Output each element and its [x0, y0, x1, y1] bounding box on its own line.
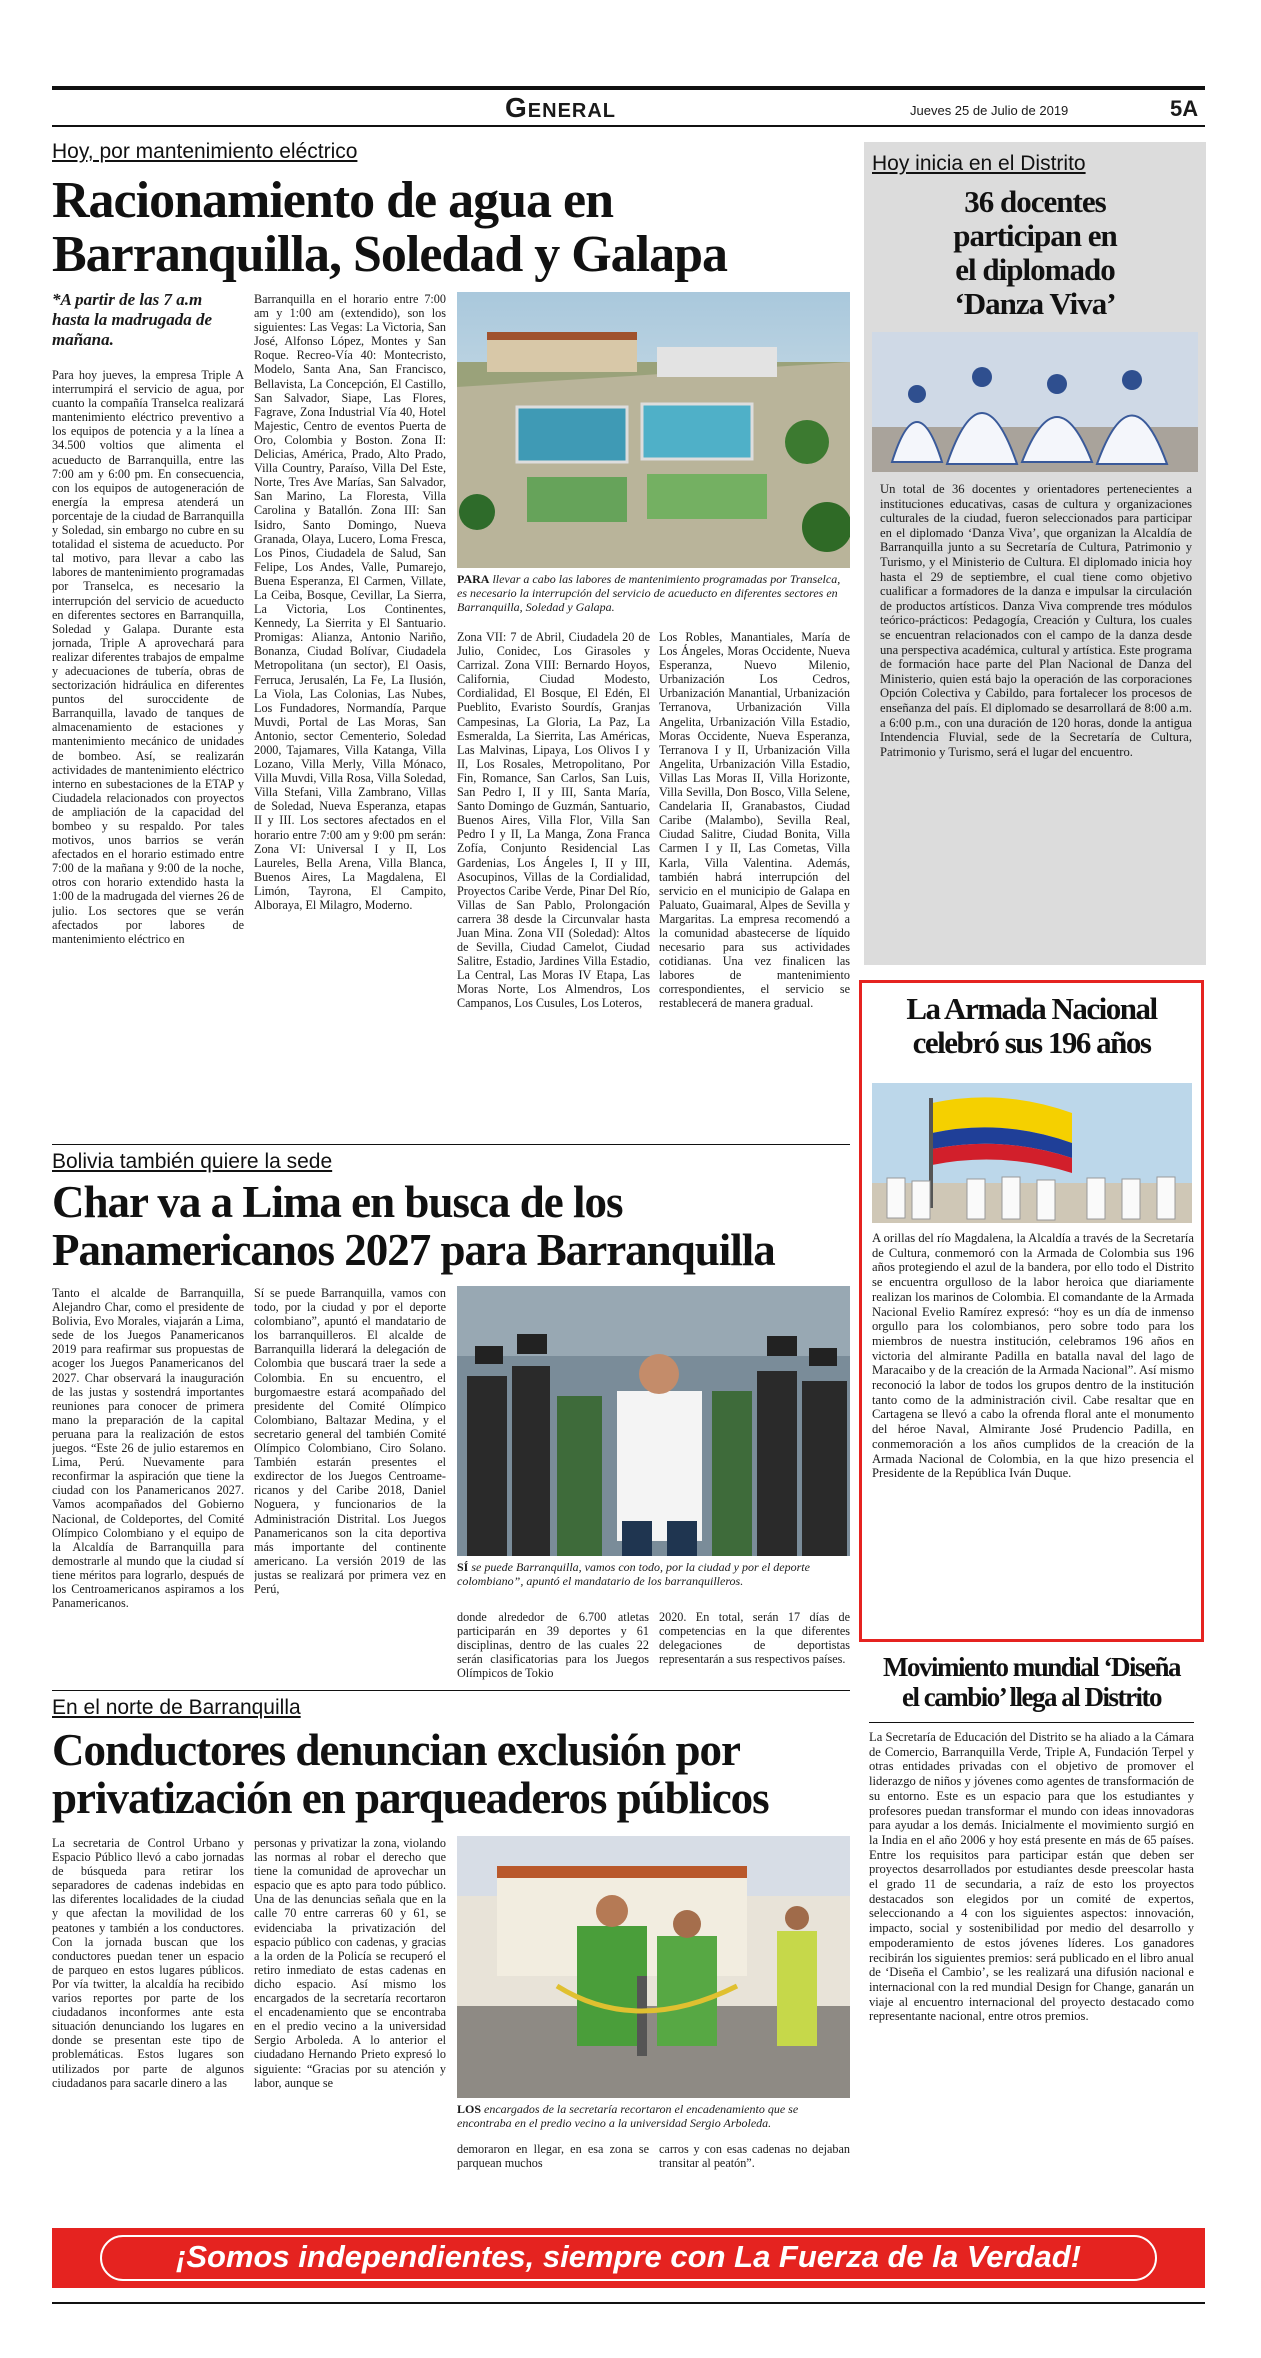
story2-caption-text: se puede Barranquilla, vamos con todo, por la ciudad y por el deporte colombiano”, apuntó el mandatario de los barranquilleros.: [457, 1560, 810, 1588]
water-plant-photo: [457, 292, 850, 568]
story2-top-rule: [52, 1144, 850, 1145]
story3-col2: personas y privatizar la zona, violando las normas al robar el derecho que tiene la comunidad de aprovechar un espacio que es apto para todo público. Una de las denuncias señala que en la calle 70 entre carreras 60 y 61, se evidenciaba la privatización del espacio público con cadenas, y gracias a la orden de la Policía se recuperó el retiro inmediato de estas cadenas en dicho espacio. Así mismo los encargados de la secretaría recortaron el encadenamiento que se encontraba en el predio vecino a la universidad Sergio Arboleda. A lo anterior el ciudadano Hernando Prieto expresó lo siguiente: “Gracias por su atención y labor, aunque se: [254, 1836, 446, 2090]
story1-caption: [457, 572, 850, 614]
sidebar2-headline-line1: La Armada Nacional: [906, 991, 1157, 1026]
slogan-text: ¡Somos independientes, siempre con La Fuerza de la Verdad!: [176, 2239, 1081, 2274]
story3-caption: [457, 2102, 850, 2130]
sidebar-armada: [859, 980, 1204, 1642]
sidebar2-body: A orillas del río Magdalena, la Alcaldía a través de la Secretaría de Cultura, conmemoró con la Armada de Colombia sus 196 años protegiendo el azul de la bandera, por ello todo el Distrito se encuentra orgulloso de la labor heroica que diariamente realizan los marinos de Colombia. El comandante de la Armada Nacional Evelio Ramírez expresó: “hoy es un día de inmenso orgullo para los colombianos, pero sobre todo para los miembros de nuestra institución, celebramos 196 años en victoria del almirante Padilla en batalla naval del lago de Maracaibo y de la creación de la Armada Nacional”. Así mismo reconoció la labor de todos los grupos dentro de la institución tanto como de la administración civil. Cabe resaltar que en Cartagena se llevó a cabo la ofrenda floral ante el monumento del héroe Naval, Almirante José Prudencio Padilla, en conmemoración a los años cumplidos de la creación de la Armada Nacional de Colombia, en la que hizo presencia el Presidente de la República Iván Duque.: [872, 1231, 1194, 1481]
sidebar3-rule: [869, 1722, 1194, 1723]
sidebar1-headline-line2: participan en: [953, 218, 1117, 253]
story2-col2: Sí se puede Barranquilla, vamos con todo, por la ciudad y por el deporte colombiano”, apuntó el mandatario de los barranquilleros. El alcalde de Barranquilla liderará la delegación de Colombia que buscará traer la sede a Colombia. En su encuentro, el burgomaestre estará acompañado del presidente del Comité Olímpico Colombiano, Baltazar Medina, y el secretario general del también Comité Olímpico Colombiano, Ciro Solano. También estarán presentes el exdirector de los Juegos Centroame-ricanos y del Caribe 2018, Daniel Noguera, y funcionarios de la Administración Distrital. Los Juegos Panamericanos son la cita deportiva más importante del continente americano. La versión 2019 de las justas se realizará por primera vez en Perú,: [254, 1286, 446, 1596]
section-name: General: [505, 92, 617, 123]
story2-headline-line2: Panamericanos 2027 para Barranquilla: [52, 1225, 775, 1275]
story2-col4: 2020. En total, serán 17 días de competencias en la que diferentes delegaciones de deportistas representarán a sus respectivos países.: [659, 1610, 850, 1667]
story1-kicker: Hoy, por mantenimiento eléctrico: [52, 140, 358, 163]
story3-top-rule: [52, 1690, 850, 1691]
story1-caption-lead: PARA: [457, 572, 490, 586]
parking-photo: [457, 1836, 850, 2098]
story2-caption: [457, 1560, 850, 1588]
sidebar1-body: Un total de 36 docentes y orientadores pertenecientes a instituciones educativas, casas de cultura y organizaciones culturales de la ciudad, fueron seleccionados para participar en el diplomado ‘Danza Viva’, que organizan la Alcaldía de Barranquilla junto a su Secretaría de Cultura, Patrimonio y Turismo, y el Ministerio de Cultura. El diplomado inicia hoy hasta el 29 de septiembre, el cual tiene como objetivo cualificar a formadores de la danza e impulsar la circulación de productos artísticos. Danza Viva comprende tres módulos teórico-prácticos: Pedagogía, Creación y Cultura, los cuales se encuentran relacionados con el campo de la danza desde una perspectiva académica, cultural y artística. Este programa de formación hace parte del Plan Nacional de Danza del Ministerio, quien está bajo la operación de las corporaciones Opción Colectiva y Cabildo, para fortalecer los procesos de enseñanza del país. El diplomado se desarrollará de 8:00 a.m. a 6:00 p.m., con una duración de 120 horas, donde la antigua Intendencia Fluvial, sede de la Secretaría de Cultura, Patrimonio y Turismo, será el lugar del encuentro.: [880, 482, 1192, 759]
story3-caption-lead: LOS: [457, 2102, 482, 2116]
story2-kicker: Bolivia también quiere la sede: [52, 1150, 333, 1173]
story1-col2: Barranquilla en el horario entre 7:00 am y 1:00 am (extendido), son los siguientes: Las Vegas: La Victoria, San José, Alfonso López, Montes y San Roque. Recreo-Vía 40: Montecristo, Modelo, Santa Ana, San Francisco, Bellavista, La Concepción, El Castillo, San Salvador, Siape, Las Flores, Fagrave, Zona Industrial Vía 40, Hotel Majestic, Centro de eventos Puerta de Oro, Colombia y Boston. Zona II: Delicias, América, Prado, Alto Prado, Villa Country, Paraíso, Villa Del Este, Norte, Tres Ave Marías, San Salvador, San Marino, La Floresta, Villa Carolina y Batallón. Zona III: San Isidro, Santo Domingo, Nueva Granada, Olaya, Lucero, Loma Fresca, Los Pinos, Ciudadela de Salud, San Felipe, Los Andes, Valle, Pumarejo, Buena Esperanza, El Carmen, Villate, La Ceiba, Bosque, Cevillar, La Sierra, La Victoria, Los Continentes, Kennedy, La Sierrita y El Santuario. Promigas: Alianza, Antonio Nariño, Bonanza, Ciudad Bolívar, Ciudadela Metropolitana (un sector), El Oasis, Ferruca, Jerusalén, La Fe, La Ilusión, La Viola, Las Colonias, Las Nubes, Los Fundadores, Normandía, Parque Muvdi, Portal de Las Moras, San Antonio, sector Cementerio, Soledad 2000, Tajamares, Villa Katanga, Villa Lozano, Villa Merly, Villa Mónaco, Villa Muvdi, Villa Rosa, Villa Soledad, Villa Stefani, Villa Zambrano, Villas de Soledad, Nueva Esperanza, etapas II y III. Los sectores afectados en el horario entre 7:00 am y 9:00 pm serán: Zona VI: Universal I y II, Los Laureles, Bella Arena, Villa Blanca, Buenos Aires, La Magdalena, El Limón, Tayrona, El Campito, Alboraya, El Milagro, Moderno.: [254, 292, 446, 913]
char-photo: [457, 1286, 850, 1556]
story1-lede: *A partir de las 7 a.m hasta la madrugada de mañana.: [52, 290, 213, 349]
sidebar2-headline-line2: celebró sus 196 años: [912, 1025, 1151, 1060]
sidebar3-body: La Secretaría de Educación del Distrito se ha aliado a la Cámara de Comercio, Barranquilla Verde, Triple A, Fundación Terpel y otras entidades privadas con el objetivo de promover el liderazgo de niños y jóvenes como agentes de transformación de su entorno. Este es un espacio para que los estudiantes y profesores puedan transformar el mundo con ideas innovadoras para ayudar a los demás. Inicialmente el movimiento surgió en la India en el año 2006 y hoy está presente en más de 65 países. Entre los requisitos para participar están que deben ser proyectos desarrollados por estudiantes desde preescolar hasta el grado 11 de secundaria, a raíz de esto los proyectos destacados son elegidos por un comité de expertos, seleccionando a 4 con los siguientes aspectos: innovación, impacto, social y sostenibilidad por medio del desarrollo y empoderamiento de estos jóvenes líderes. Los ganadores recibirán los siguientes premios: será publicado en el libro anual de ‘Diseña el Cambio’, se les realizará una difusión nacional e internacional con la red mundial Design for Change, ganarán un viaje al encuentro internacional del proyecto destacado como representante nacional, entre otros premios.: [869, 1730, 1194, 2024]
top-rule: [52, 86, 1205, 90]
story3-col3: demoraron en llegar, en esa zona se parquean muchos: [457, 2142, 649, 2171]
sidebar1-headline-line4: ‘Danza Viva’: [954, 286, 1116, 321]
story3-kicker: En el norte de Barranquilla: [52, 1696, 301, 1719]
dancers-photo: [872, 332, 1198, 472]
sidebar3-headline-line1: Movimiento mundial ‘Diseña: [882, 1652, 1180, 1682]
story1-col4: Los Robles, Manantiales, María de Los Ángeles, Moras Occidente, Nueva Esperanza, Nuevo Milenio, Urbanización Los Cedros, Urbanización Manantial, Urbanización Terranova, Urbanización Villa Angelita, Urbanización Villa Estadio, Moras Occidente, Nueva Esperanza, Terranova I y II, Urbanización Villa Angelita, Urbanización Villa Estadio, Villas Las Moras II, Villa Horizonte, Villa Sevilla, Don Bosco, Villa Selene, Candelaria II, Granabastos, Ciudad Caribe (Malambo), Sevilla Real, Ciudad Salitre, Ciudad Bonita, Villa Carmen I y II, Las Cometas, Villa Karla, Villa Valentina. Además, también habrá interrupción del servicio en el municipio de Galapa en Paluato, Guaimaral, Alpes de Sevilla y Margaritas. La empresa recomendó a la comunidad abastecerse de líquido necesario para sus actividades cotidianas. Una vez finalicen las labores de mantenimiento correspondientes, el servicio se restablecerá de manera gradual.: [659, 630, 850, 1011]
sidebar-danza: [864, 142, 1206, 965]
story1-col1: Para hoy jueves, la empresa Triple A interrumpirá el servicio de agua, por cuanto la compañía Transelca realizará mantenimiento eléctrico preventivo a los equipos de potencia y a la línea a 34.500 voltios que alimenta el acueducto de Barranquilla, entre las 7:00 am y 6:00 pm. En consecuencia, con los equipos de autogeneración de energía la empresa atenderá un porcentaje de la ciudad de Barranquilla y Soledad, sin embargo no cubre en su totalidad el sistema de acueducto. Por tal motivo, para llevar a cabo las labores de mantenimiento programadas por Transelca, es necesario la interrupción del servicio de acueducto en diferentes sectores en Barranquilla, Soledad y Galapa. Durante esta jornada, Triple A aprovechará para realizar diferentes trabajos de empalme y adecuaciones de tubería, obras de sectorización hidráulica en diferentes puntos del suroccidente de Barranquilla, lavado de tanques de almacenamiento de estaciones y mantenimiento mecánico de unidades de bombeo. Así, se realizarán actividades de mantenimiento eléctrico interno en subestaciones de la ETAP y Ciudadela relacionados con proyectos de ampliación de la capacidad del bombeo y su respaldo. Por tales motivos, unos barrios se verán afectados en el horario estimado entre 7:00 de la mañana y 9:00 de la noche, otros con horario extendido hasta la 1:00 de la madrugada del viernes 26 de julio. Los sectores que se verán afectados por labores de mantenimiento eléctrico en: [52, 368, 244, 946]
story2-col3: donde alrededor de 6.700 atletas participarán en 39 deportes y 61 disciplinas, dentro de las cuales 22 serán clasificatorias para los Juegos Olímpicos de Tokio: [457, 1610, 649, 1680]
bottom-rule: [52, 2302, 1205, 2304]
sidebar-disena: [859, 1650, 1204, 2230]
sidebar1-headline-line3: el diplomado: [955, 252, 1115, 287]
navy-flag-photo: [872, 1083, 1192, 1223]
story3-headline-line1: Conductores denuncian exclusión por: [52, 1725, 741, 1775]
story3-caption-text: encargados de la secretaría recortaron el encadenamiento que se encontraba en el predio vecino a la universidad Sergio Arboleda.: [457, 2102, 799, 2130]
story3-col4: carros y con esas cadenas no dejaban transitar al peatón”.: [659, 2142, 850, 2171]
issue-date: Jueves 25 de Julio de 2019: [910, 103, 1069, 118]
sidebar1-headline-line1: 36 docentes: [964, 184, 1106, 219]
story3-headline-line2: privatización en parqueaderos públicos: [52, 1773, 769, 1823]
story1-caption-text: llevar a cabo las labores de mantenimiento programadas por Transelca, es necesario la interrupción del servicio de acueducto en diferentes sectores en Barranquilla, Soledad y Galapa.: [457, 572, 841, 614]
masthead-underline: [52, 125, 1205, 127]
story2-headline-line1: Char va a Lima en busca de los: [52, 1177, 623, 1227]
story1-col3: Zona VII: 7 de Abril, Ciudadela 20 de Julio, Conidec, Los Girasoles y Carrizal. Zona VIII: Bernardo Hoyos, California, Ciudad Modesto, Cordialidad, El Bosque, El Edén, El Pueblito, Evaristo Sourdís, Granjas Campesinas, La Gloria, La Paz, La Esmeralda, La Sierrita, Las Américas, Las Malvinas, Lipaya, Los Olivos I y II, Los Rosales, Metropolitano, Por Fin, Romance, San Carlos, San Luis, San Pedro I, II y III, Santa María, Santo Domingo de Guzmán, Santuario, Buenos Aires, Villa Flor, Villa San Pedro I y II, La Manga, Zona Franca Zofía, Conjunto Residencial Las Gardenias, Los Ángeles I, II y III, Asocupinos, Villas de la Cordialidad, Proyectos Caribe Verde, Pinar Del Río, Villas de San Pablo, Prolongación carrera 38 desde la Circunvalar hasta Juan Mina. Zona VII (Soledad): Altos de Sevilla, Ciudad Camelot, Ciudad Salitre, Estadio, Jardines Villa Estadio, La Central, Las Moras IV Etapa, Las Moras Norte, Los Almendros, Los Campanos, Los Cusules, Los Loteros,: [457, 630, 650, 1011]
sidebar1-kicker: Hoy inicia en el Distrito: [872, 152, 1086, 175]
story2-col1: Tanto el alcalde de Barranquilla, Alejandro Char, como el presidente de Bolivia, Evo Morales, viajarán a Lima, sede de los Juegos Panamericanos 2019 para reafirmar sus propuestas de acoger los Juegos Panamericanos del 2027. Char observará la inauguración de las justas y sostendrá importantes reuniones para conocer de primera mano la preparación de la capital peruana para la realización de estos juegos. “Este 26 de julio estaremos en Lima, Perú. Nuevamente para reconfirmar la aspiración que tiene la ciudad con los Panamericanos 2027. Vamos acompañados del Gobierno Nacional, de Coldeportes, del Comité Olímpico Colombiano y el equipo de la Alcaldía de Barranquilla para demostrarle al mundo que la ciudad sí tiene méritos para lograrlo, después de los Centroamericanos aspiramos a los Panamericanos.: [52, 1286, 244, 1611]
story2-caption-lead: SÍ: [457, 1560, 469, 1574]
slogan-banner: [52, 2228, 1205, 2288]
story1-headline-line1: Racionamiento de agua en: [52, 172, 613, 229]
story1-headline-line2: Barranquilla, Soledad y Galapa: [52, 226, 728, 283]
page-number: 5A: [1170, 96, 1199, 121]
sidebar3-headline-line2: el cambio’ llega al Distrito: [902, 1682, 1161, 1712]
story3-col1: La secretaria de Control Urbano y Espacio Público llevó a cabo jornadas de búsqueda para retirar los separadores de cadenas indebidas en las diferentes localidades de la ciudad y que afectan la movilidad de los peatones y también a los conductores. Con la jornada buscan que los conductores puedan tener un espacio de parqueo en estos lugares públicos. Por vía twitter, la alcaldía ha recibido varios reportes por parte de los ciudadanos inconformes ante esta situación denunciando los lugares en donde se presentan este tipo de problemáticas. Estos lugares son utilizados por parte de algunos ciudadanos para sacarle dinero a las: [52, 1836, 244, 2090]
